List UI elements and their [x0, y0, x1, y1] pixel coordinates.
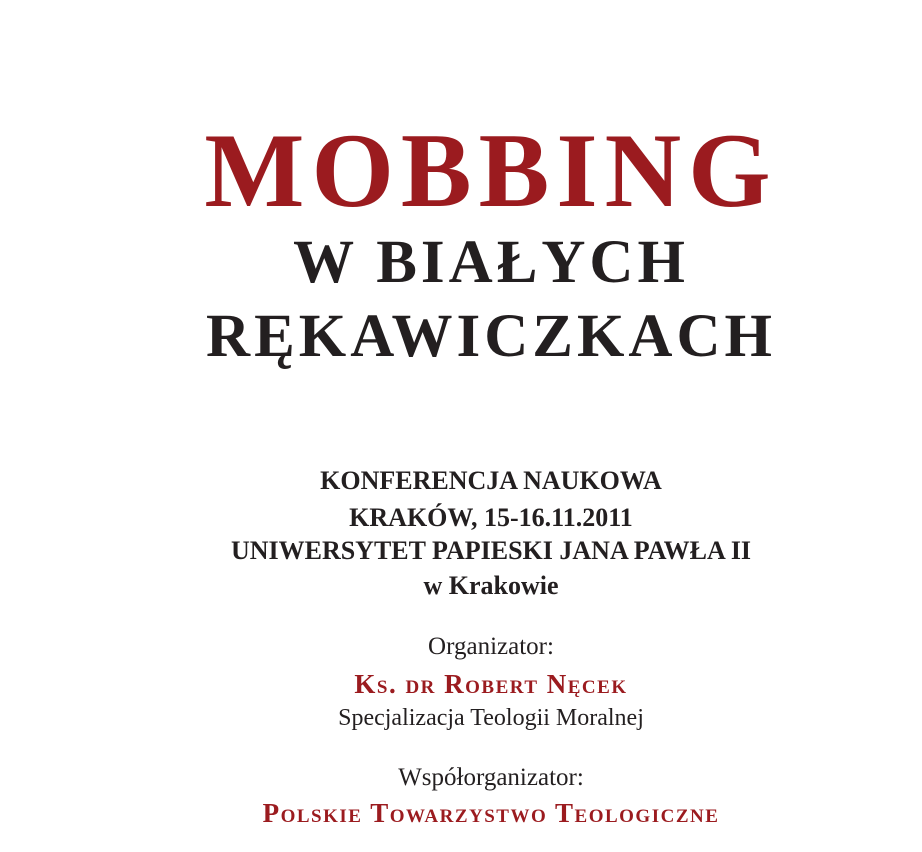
organizer-label: Organizator: — [428, 633, 554, 660]
coorganizer-label: Współorganizator: — [398, 764, 584, 791]
conference-date: KRAKÓW, 15-16.11.2011 — [349, 503, 633, 532]
title-main: MOBBING — [204, 112, 778, 229]
conference-type: KONFERENCJA NAUKOWA — [320, 466, 662, 495]
title-sub-line-1: W BIAŁYCH — [293, 229, 689, 296]
conference-city: w Krakowie — [423, 571, 559, 600]
organizer-name: Ks. dr Robert Nęcek — [354, 669, 628, 699]
title-sub-line-2: RĘKAWICZKACH — [206, 303, 776, 370]
coorganizer-name: Polskie Towarzystwo Teologiczne — [262, 798, 720, 828]
organizer-affiliation: Specjalizacja Teologii Moralnej — [338, 705, 644, 731]
conference-venue: UNIWERSYTET PAPIESKI JANA PAWŁA II — [230, 536, 752, 565]
